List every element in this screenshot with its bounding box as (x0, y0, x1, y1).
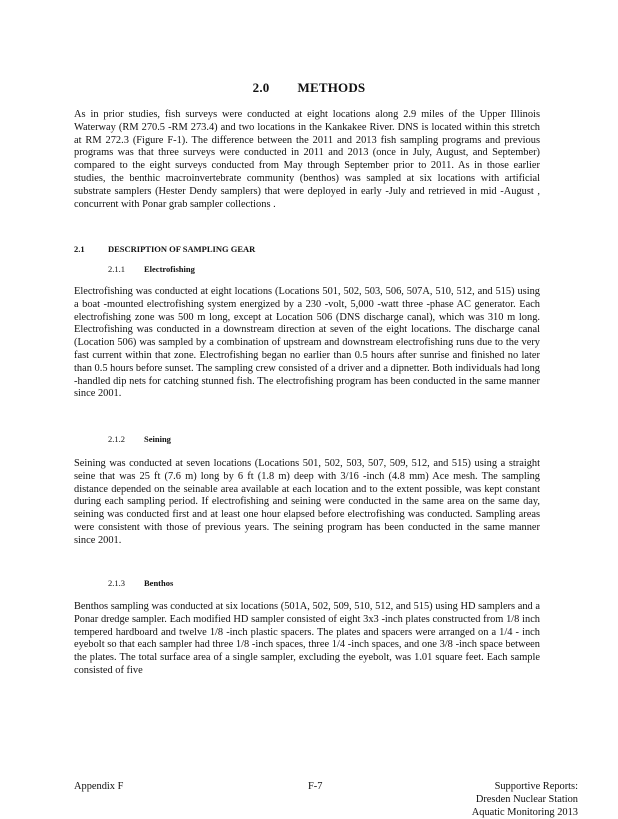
intro-paragraph: As in prior studies, fish surveys were conducted at eight locations along 2.9 miles of the Upper Illinois Waterway (RM 270.5 -RM 273.4) and two locations in the Kankakee River. DNS is located within this stretch at RM 272.3 (Figure F-1). The difference between the 2011 and 2013 fish sampling programs and previous programs was that three surveys were conducted in 2011 and 2013 (once in July, August, and September) compared to the eight surveys conducted from May through September prior to 2011. As in those earlier studies, the benthic macroinvertebrate community (benthos) was sampled at six locations with artificial substrate samplers (Hester Dendy samplers) that were deployed in early -July and retrieved in mid -August , concurrent with Ponar grab sampler collections . (74, 109, 540, 210)
footer-report-line-1: Supportive Reports: (494, 781, 578, 792)
footer-page-number: F-7 (308, 781, 323, 792)
section-heading (0, 80, 618, 96)
benthos-number: 2.1.3 (108, 578, 125, 588)
section-title: METHODS (297, 80, 366, 95)
seining-paragraph: Seining was conducted at seven locations (Locations 501, 502, 503, 507, 509, 512, and 515) using a straight seine that was 25 ft (7.6 m) long by 6 ft (1.8 m) deep with 3/16 -inch (4.8 mm) Ace mesh. The sampling distance depended on the seinable area available at each location and to the extent possible, was kept constant during each sampling period. If electrofishing and seining were conducted in the same area on the same day, seining was conducted first and at least one hour elapsed before electrofishing was conducted. Sampling areas were consistent with those of previous years. The seining program has been conducted in the same manner since 2001. (74, 458, 540, 546)
electrofishing-heading (108, 264, 195, 274)
footer-report-line-3: Aquatic Monitoring 2013 (471, 806, 578, 818)
subsection-heading (74, 244, 255, 254)
subsection-number: 2.1 (74, 244, 85, 254)
benthos-heading (108, 578, 173, 588)
electrofishing-number: 2.1.1 (108, 264, 125, 274)
benthos-paragraph: Benthos sampling was conducted at six locations (501A, 502, 509, 510, 512, and 515) using HD samplers and a Ponar dredge sampler. Each modified HD sampler consisted of eight 3x3 -inch plates constructed from 1/8 inch tempered hardboard and twelve 1/8 -inch plastic spacers. The plates and spacers were arranged on a 1/4 - inch eyebolt so that each sampler had three 1/8 -inch spaces, three 1/4 -inch spaces, and one 3/8 -inch space between the plates. The total surface area of a single sampler, excluding the eyebolt, was 1.01 square feet. Each sample consisted of five (74, 601, 540, 676)
section-number: 2.0 (252, 80, 270, 95)
footer-report-info (440, 781, 578, 819)
seining-heading (108, 434, 171, 444)
footer-appendix: Appendix F (74, 781, 124, 792)
subsection-title: DESCRIPTION OF SAMPLING GEAR (108, 244, 256, 254)
benthos-title: Benthos (144, 578, 174, 588)
electrofishing-paragraph: Electrofishing was conducted at eight locations (Locations 501, 502, 503, 506, 507A, 510, 512, and 515) using a boat -mounted electrofishing system energized by a 230 -volt, 5,000 -watt three -phase AC generator. Each electrofishing zone was 500 m long, except at Location 506 (DNS discharge canal), which was 310 m long. Electrofishing was conducted in a downstream direction at seven of the eight locations. The discharge canal (Location 506) was sampled by a combination of upstream and downstream electrofishing runs due to the very fast current within that zone. Electrofishing began no earlier than 0.5 hours after sunrise and finished no later than 0.5 hours before sunset. The sampling crew consisted of a driver and a dipnetter. Both individuals had long -handled dip nets for catching stunned fish. The electrofishing program has been conducted in the same manner since 2001. (74, 286, 540, 400)
electrofishing-title: Electrofishing (144, 264, 195, 274)
seining-title: Seining (144, 434, 171, 444)
seining-number: 2.1.2 (108, 434, 125, 444)
footer-report-line-2: Dresden Nuclear Station (475, 793, 578, 805)
